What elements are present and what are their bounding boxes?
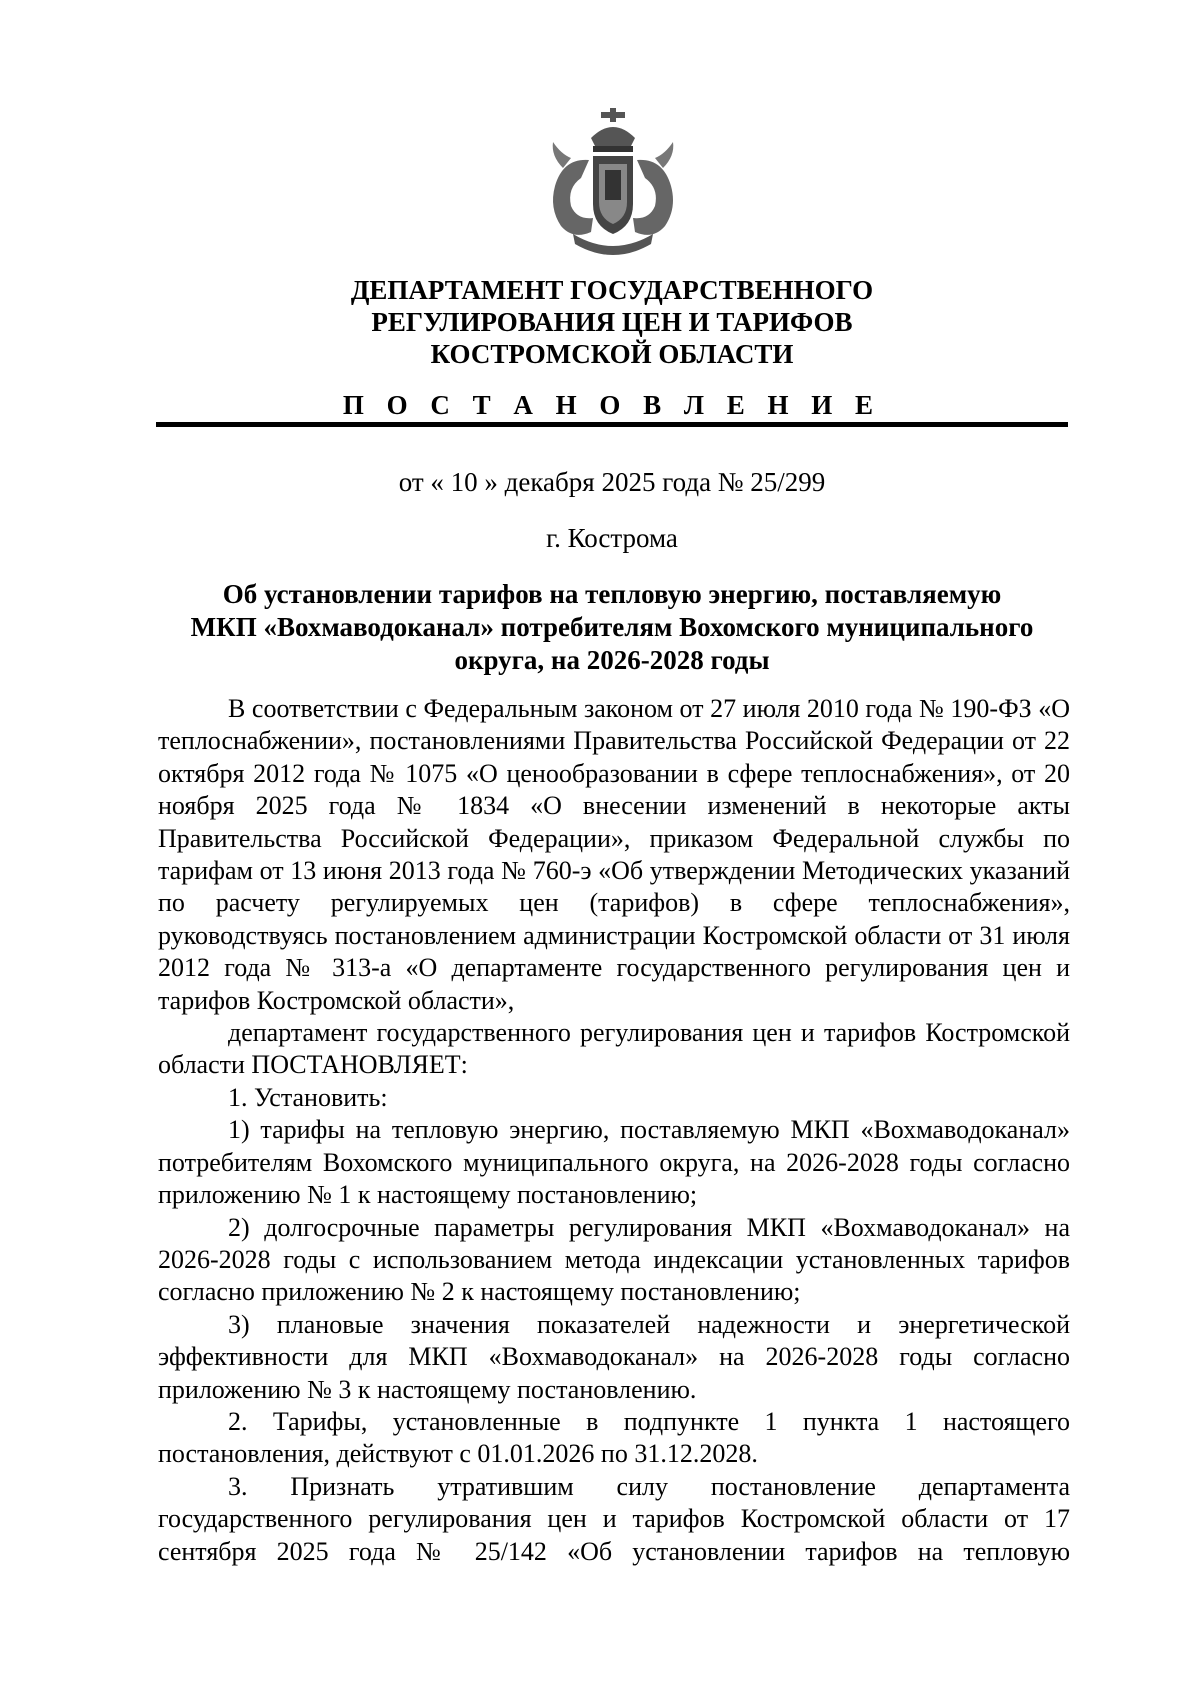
preamble-paragraph: В соответствии с Федеральным законом от 27 июля 2010 года № 190-ФЗ «О теплоснабжении», постановлениями Правительства Российской Федерации от 22 октября 2012 года № 1075 «О ценообразовании в сфере теплоснабжения», от 20 ноября 2025 года № 1834 «О внесении изменений в некоторые акты Правительства Российской Федерации», приказом Федеральной службы по тарифам от 13 июня 2013 года № 760-э «Об утверждении Методических указаний по расчету регулируемых цен (тарифов) в сфере теплоснабжения», руководствуясь постановлением администрации Костромской области от 31 июля 2012 года № 313-а «О департаменте государственного регулирования цен и тарифов Костромской области», — [158, 694, 1070, 1015]
document-subject-line-3: округа, на 2026-2028 годы — [454, 645, 770, 675]
coat-of-arms-icon — [533, 108, 693, 266]
department-name-line-1: ДЕПАРТАМЕНТ ГОСУДАРСТВЕННОГО — [350, 275, 874, 305]
resolves-paragraph: департамент государственного регулирования цен и тарифов Костромской области ПОСТАНОВЛЯЕТ: — [158, 1018, 1070, 1080]
header-divider — [156, 422, 1068, 427]
document-subject — [150, 578, 1074, 677]
department-name-line-2: РЕГУЛИРОВАНИЯ ЦЕН И ТАРИФОВ — [371, 307, 853, 337]
document-date-number: от « 10 » декабря 2025 года № 25/299 — [398, 467, 826, 497]
document-city: г. Кострома — [546, 523, 678, 553]
department-name-line-3: КОСТРОМСКОЙ ОБЛАСТИ — [430, 339, 794, 369]
item-1: 1. Установить: — [228, 1082, 388, 1112]
department-name — [150, 274, 1074, 370]
item-1-2: 2) долгосрочные параметры регулирования МКП «Вохмаводоканал» на 2026-2028 годы с использованием метода индексации установленных тарифов согласно приложению № 2 к настоящему постановлению; — [158, 1212, 1070, 1307]
document-body — [158, 693, 1070, 1568]
document-subject-line-1: Об установлении тарифов на тепловую энергию, поставляемую — [222, 579, 1002, 609]
item-2: 2. Тарифы, установленные в подпункте 1 пункта 1 настоящего постановления, действуют с 01.01.2026 по 31.12.2028. — [158, 1406, 1070, 1469]
document-type-heading: П О С Т А Н О В Л Е Н И Е — [342, 390, 882, 420]
item-1-3: 3) плановые значения показателей надежности и энергетической эффективности для МКП «Вохмаводоканал» на 2026-2028 годы согласно приложению № 3 к настоящему постановлению. — [158, 1309, 1070, 1404]
item-3: 3. Признать утратившим силу постановление департамента государственного регулирования цен и тарифов Костромской области от 17 сентября 2025 года № 25/142 «Об установлении тарифов на тепловую — [158, 1471, 1070, 1566]
item-1-1: 1) тарифы на тепловую энергию, поставляемую МКП «Вохмаводоканал» потребителям Вохомского муниципального округа, на 2026-2028 годы согласно приложению № 1 к настоящему постановлению; — [158, 1115, 1070, 1210]
document-subject-line-2: МКП «Вохмаводоканал» потребителям Вохомского муниципального — [190, 612, 1034, 642]
